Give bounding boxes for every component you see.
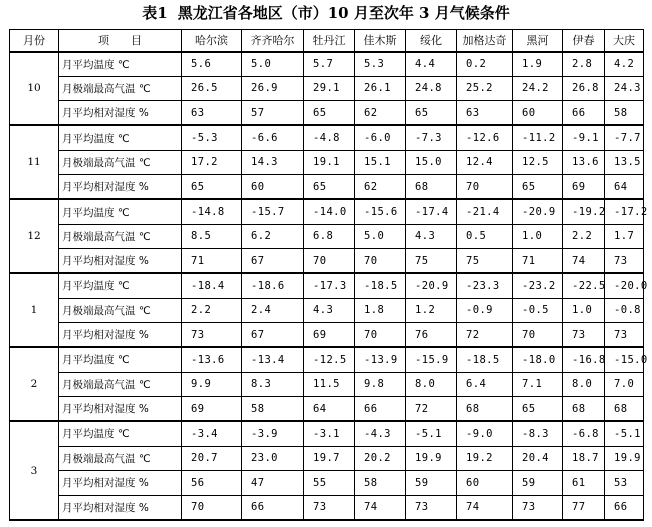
value-cell-daqing: 53 [605,471,644,496]
item-cell: 月极端最高气温 ℃ [59,372,182,397]
table-caption: 黑龙江省各地区（市）10 月至次年 3 月气候条件 [177,4,510,22]
month-cell: 1 [10,273,59,347]
value-cell-harbin: 63 [182,101,242,126]
value-cell-mudanjiang: 5.7 [304,52,355,77]
value-cell-mudanjiang: 64 [304,397,355,422]
value-cell-jiagedaqi: -18.5 [457,347,513,372]
header-suihua: 绥化 [406,30,457,52]
value-cell-heihe: 59 [513,471,563,496]
value-cell-jiagedaqi: 68 [457,397,513,422]
value-cell-jiamusi: 62 [355,101,406,126]
table-body [10,52,648,521]
value-cell-mudanjiang: 65 [304,175,355,200]
table-row [10,471,644,496]
value-cell-yichun: 74 [563,249,605,274]
value-cell-suihua: 4.4 [406,52,457,77]
value-cell-mudanjiang: -12.5 [304,347,355,372]
value-cell-qiqihar: -6.6 [242,125,304,150]
value-cell-heihe: 24.2 [513,76,563,101]
value-cell-qiqihar: 26.9 [242,76,304,101]
value-cell-harbin: 5.6 [182,52,242,77]
value-cell-qiqihar: 14.3 [242,150,304,175]
value-cell-jiagedaqi: 0.2 [457,52,513,77]
value-cell-qiqihar: -15.7 [242,199,304,224]
value-cell-jiamusi: 20.2 [355,446,406,471]
value-cell-harbin: 56 [182,471,242,496]
value-cell-jiamusi: 5.0 [355,224,406,249]
table-row [10,273,644,298]
value-cell-suihua: 65 [406,101,457,126]
header-harbin: 哈尔滨 [182,30,242,52]
item-cell: 月平均相对湿度 % [59,175,182,200]
value-cell-jiamusi: 74 [355,495,406,520]
month-cell: 12 [10,199,59,273]
value-cell-harbin: -5.3 [182,125,242,150]
value-cell-suihua: 75 [406,249,457,274]
value-cell-yichun: 13.6 [563,150,605,175]
value-cell-daqing: -15.0 [605,347,644,372]
item-cell: 月平均温度 ℃ [59,273,182,298]
value-cell-suihua: 4.3 [406,224,457,249]
value-cell-daqing: 73 [605,249,644,274]
value-cell-harbin: 20.7 [182,446,242,471]
value-cell-jiamusi: 9.8 [355,372,406,397]
month-cell: 2 [10,347,59,421]
value-cell-harbin: -18.4 [182,273,242,298]
value-cell-heihe: 7.1 [513,372,563,397]
value-cell-heihe: 71 [513,249,563,274]
value-cell-yichun: 2.8 [563,52,605,77]
value-cell-yichun: 61 [563,471,605,496]
value-cell-yichun: -16.8 [563,347,605,372]
value-cell-qiqihar: -3.9 [242,421,304,446]
table-row [10,495,644,520]
value-cell-yichun: 73 [563,323,605,348]
value-cell-harbin: -13.6 [182,347,242,372]
value-cell-harbin: 17.2 [182,150,242,175]
header-mudanjiang: 牡丹江 [304,30,355,52]
value-cell-harbin: 73 [182,323,242,348]
item-cell: 月平均相对湿度 % [59,249,182,274]
value-cell-suihua: 68 [406,175,457,200]
table-row [10,347,644,372]
value-cell-yichun: 68 [563,397,605,422]
value-cell-daqing: 58 [605,101,644,126]
value-cell-heihe: 70 [513,323,563,348]
table-row [10,397,644,422]
value-cell-suihua: 76 [406,323,457,348]
value-cell-suihua: 24.8 [406,76,457,101]
value-cell-harbin: 2.2 [182,298,242,323]
value-cell-suihua: -7.3 [406,125,457,150]
value-cell-qiqihar: 58 [242,397,304,422]
value-cell-mudanjiang: -3.1 [304,421,355,446]
value-cell-mudanjiang: 4.3 [304,298,355,323]
table-row [10,76,644,101]
value-cell-daqing: -0.8 [605,298,644,323]
item-cell: 月平均温度 ℃ [59,52,182,77]
value-cell-qiqihar: 8.3 [242,372,304,397]
value-cell-qiqihar: 5.0 [242,52,304,77]
value-cell-jiamusi: -6.0 [355,125,406,150]
header-jiagedaqi: 加格达奇 [457,30,513,52]
header-month: 月份 [10,30,59,52]
header-jiamusi: 佳木斯 [355,30,406,52]
value-cell-jiamusi: 1.8 [355,298,406,323]
value-cell-harbin: 69 [182,397,242,422]
value-cell-harbin: 70 [182,495,242,520]
value-cell-jiamusi: 66 [355,397,406,422]
value-cell-jiamusi: 58 [355,471,406,496]
value-cell-qiqihar: 23.0 [242,446,304,471]
value-cell-suihua: 15.0 [406,150,457,175]
value-cell-jiagedaqi: 19.2 [457,446,513,471]
value-cell-jiamusi: 70 [355,323,406,348]
value-cell-jiamusi: -13.9 [355,347,406,372]
value-cell-qiqihar: -18.6 [242,273,304,298]
value-cell-daqing: 64 [605,175,644,200]
value-cell-heihe: -0.5 [513,298,563,323]
value-cell-heihe: 73 [513,495,563,520]
header-yichun: 伊春 [563,30,605,52]
value-cell-suihua: 19.9 [406,446,457,471]
value-cell-yichun: 8.0 [563,372,605,397]
item-cell: 月极端最高气温 ℃ [59,76,182,101]
value-cell-yichun: -19.2 [563,199,605,224]
value-cell-jiamusi: 5.3 [355,52,406,77]
value-cell-heihe: 65 [513,397,563,422]
table-row [10,150,644,175]
value-cell-mudanjiang: 73 [304,495,355,520]
value-cell-heihe: -18.0 [513,347,563,372]
value-cell-daqing: 13.5 [605,150,644,175]
value-cell-mudanjiang: -4.8 [304,125,355,150]
value-cell-jiagedaqi: 63 [457,101,513,126]
value-cell-mudanjiang: 29.1 [304,76,355,101]
item-cell: 月极端最高气温 ℃ [59,224,182,249]
month-cell: 11 [10,125,59,199]
header-item: 项 目 [59,30,182,52]
value-cell-mudanjiang: 70 [304,249,355,274]
value-cell-mudanjiang: 11.5 [304,372,355,397]
table-row [10,446,644,471]
value-cell-jiamusi: 70 [355,249,406,274]
value-cell-harbin: 71 [182,249,242,274]
table-row [10,224,644,249]
value-cell-harbin: -14.8 [182,199,242,224]
value-cell-suihua: 73 [406,495,457,520]
header-daqing: 大庆 [605,30,644,52]
value-cell-heihe: 1.9 [513,52,563,77]
month-cell: 3 [10,421,59,520]
value-cell-jiagedaqi: 0.5 [457,224,513,249]
item-cell: 月平均相对湿度 % [59,397,182,422]
value-cell-qiqihar: 57 [242,101,304,126]
table-row [10,175,644,200]
value-cell-daqing: 73 [605,323,644,348]
value-cell-jiagedaqi: 25.2 [457,76,513,101]
item-cell: 月平均温度 ℃ [59,199,182,224]
value-cell-suihua: -20.9 [406,273,457,298]
value-cell-qiqihar: 66 [242,495,304,520]
value-cell-daqing: -20.0 [605,273,644,298]
table-row [10,125,644,150]
climate-table [9,29,648,521]
value-cell-jiamusi: 62 [355,175,406,200]
item-cell: 月平均温度 ℃ [59,421,182,446]
table-row [10,52,644,77]
item-cell: 月极端最高气温 ℃ [59,150,182,175]
item-cell: 月极端最高气温 ℃ [59,446,182,471]
table-row [10,298,644,323]
value-cell-jiagedaqi: 12.4 [457,150,513,175]
value-cell-mudanjiang: -14.0 [304,199,355,224]
value-cell-daqing: 19.9 [605,446,644,471]
value-cell-yichun: 1.0 [563,298,605,323]
value-cell-harbin: 26.5 [182,76,242,101]
value-cell-yichun: -9.1 [563,125,605,150]
value-cell-jiagedaqi: -9.0 [457,421,513,446]
value-cell-mudanjiang: 65 [304,101,355,126]
value-cell-yichun: 69 [563,175,605,200]
value-cell-heihe: 1.0 [513,224,563,249]
table-row [10,199,644,224]
value-cell-yichun: -22.5 [563,273,605,298]
value-cell-jiagedaqi: -12.6 [457,125,513,150]
table-row [10,323,644,348]
value-cell-qiqihar: 2.4 [242,298,304,323]
value-cell-daqing: -5.1 [605,421,644,446]
value-cell-heihe: -8.3 [513,421,563,446]
value-cell-harbin: 9.9 [182,372,242,397]
value-cell-jiamusi: -15.6 [355,199,406,224]
value-cell-qiqihar: 6.2 [242,224,304,249]
value-cell-jiagedaqi: 75 [457,249,513,274]
value-cell-jiagedaqi: 72 [457,323,513,348]
value-cell-yichun: 77 [563,495,605,520]
item-cell: 月平均温度 ℃ [59,125,182,150]
month-cell: 10 [10,52,59,126]
value-cell-daqing: -17.2 [605,199,644,224]
value-cell-heihe: 65 [513,175,563,200]
table-row [10,249,644,274]
value-cell-daqing: 66 [605,495,644,520]
table-row [10,101,644,126]
value-cell-suihua: 1.2 [406,298,457,323]
value-cell-heihe: 20.4 [513,446,563,471]
table-title [0,0,652,26]
value-cell-heihe: 60 [513,101,563,126]
value-cell-qiqihar: -13.4 [242,347,304,372]
value-cell-jiagedaqi: 60 [457,471,513,496]
value-cell-daqing: 7.0 [605,372,644,397]
item-cell: 月平均相对湿度 % [59,471,182,496]
header-row [10,30,644,52]
value-cell-suihua: -15.9 [406,347,457,372]
value-cell-harbin: 65 [182,175,242,200]
value-cell-mudanjiang: 6.8 [304,224,355,249]
value-cell-jiagedaqi: 74 [457,495,513,520]
value-cell-suihua: -5.1 [406,421,457,446]
table-row [10,372,644,397]
value-cell-yichun: 2.2 [563,224,605,249]
value-cell-qiqihar: 60 [242,175,304,200]
value-cell-jiagedaqi: -21.4 [457,199,513,224]
value-cell-daqing: 24.3 [605,76,644,101]
value-cell-suihua: 8.0 [406,372,457,397]
value-cell-jiagedaqi: 70 [457,175,513,200]
table-number: 表1 [142,4,168,22]
value-cell-jiamusi: 15.1 [355,150,406,175]
value-cell-mudanjiang: 19.1 [304,150,355,175]
value-cell-mudanjiang: 55 [304,471,355,496]
value-cell-daqing: 4.2 [605,52,644,77]
value-cell-daqing: -7.7 [605,125,644,150]
value-cell-jiagedaqi: -0.9 [457,298,513,323]
value-cell-qiqihar: 67 [242,323,304,348]
value-cell-qiqihar: 67 [242,249,304,274]
value-cell-suihua: -17.4 [406,199,457,224]
item-cell: 月平均相对湿度 % [59,101,182,126]
value-cell-mudanjiang: -17.3 [304,273,355,298]
value-cell-jiamusi: 26.1 [355,76,406,101]
value-cell-heihe: -23.2 [513,273,563,298]
value-cell-yichun: -6.8 [563,421,605,446]
value-cell-jiagedaqi: -23.3 [457,273,513,298]
item-cell: 月极端最高气温 ℃ [59,298,182,323]
value-cell-heihe: 12.5 [513,150,563,175]
value-cell-heihe: -20.9 [513,199,563,224]
value-cell-mudanjiang: 19.7 [304,446,355,471]
value-cell-suihua: 59 [406,471,457,496]
item-cell: 月平均相对湿度 % [59,323,182,348]
value-cell-jiamusi: -4.3 [355,421,406,446]
value-cell-yichun: 26.8 [563,76,605,101]
value-cell-harbin: -3.4 [182,421,242,446]
header-heihe: 黑河 [513,30,563,52]
value-cell-qiqihar: 47 [242,471,304,496]
value-cell-harbin: 8.5 [182,224,242,249]
value-cell-daqing: 1.7 [605,224,644,249]
value-cell-jiagedaqi: 6.4 [457,372,513,397]
value-cell-yichun: 66 [563,101,605,126]
item-cell: 月平均温度 ℃ [59,347,182,372]
value-cell-yichun: 18.7 [563,446,605,471]
value-cell-daqing: 68 [605,397,644,422]
table-row [10,421,644,446]
item-cell: 月平均相对湿度 % [59,495,182,520]
value-cell-jiamusi: -18.5 [355,273,406,298]
value-cell-suihua: 72 [406,397,457,422]
value-cell-heihe: -11.2 [513,125,563,150]
header-qiqihar: 齐齐哈尔 [242,30,304,52]
value-cell-mudanjiang: 69 [304,323,355,348]
